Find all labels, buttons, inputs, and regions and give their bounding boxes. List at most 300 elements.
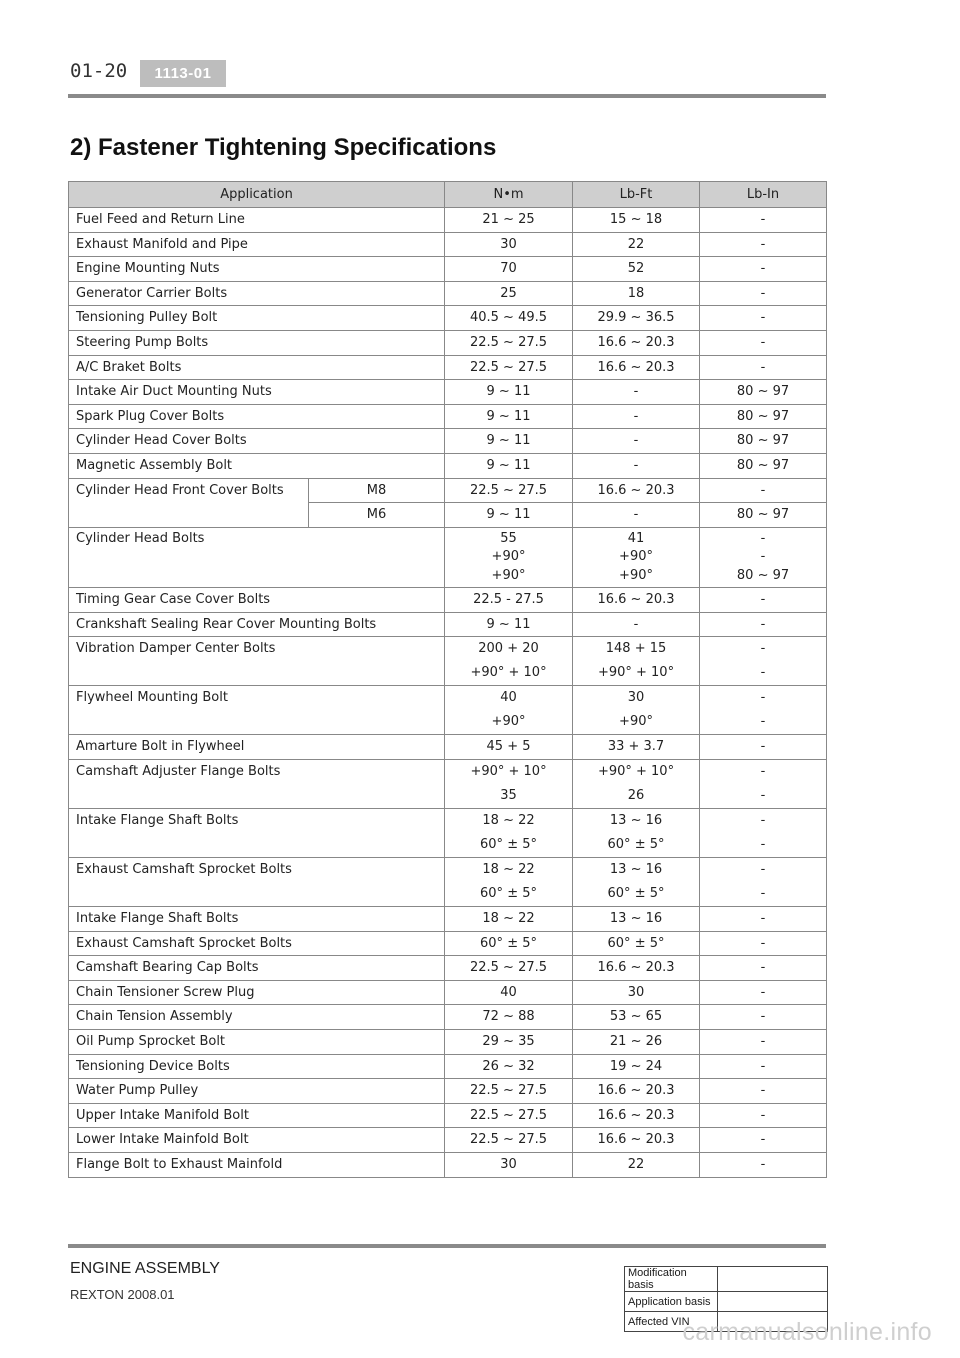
application-cell: Oil Pump Sprocket Bolt [69, 1029, 445, 1054]
cell-line: +90° + 10° [597, 764, 675, 779]
table-row [69, 1152, 827, 1177]
table-row [69, 1005, 827, 1030]
application-basis-value [718, 1292, 828, 1312]
table-cell [445, 1103, 573, 1128]
cell-line: - [760, 212, 766, 227]
cell-line: 9 ~ 11 [486, 457, 531, 473]
page-number: 01-20 [70, 60, 128, 82]
table-cell: 80 ~ 97 [700, 503, 827, 528]
table-row [69, 281, 827, 306]
application-cell: Steering Pump Bolts [69, 330, 445, 355]
table-cell [445, 612, 573, 637]
table-cell [445, 429, 573, 454]
application-cell: Fuel Feed and Return Line [69, 208, 445, 233]
cell-line: - [760, 592, 766, 608]
table-cell [445, 980, 573, 1005]
table-body [69, 208, 827, 1178]
cell-line: 18 ~ 22 [482, 911, 535, 926]
cell-line: 30 [627, 984, 645, 1000]
table-cell [573, 1079, 700, 1104]
cell-line: 13 ~ 16 [609, 911, 663, 926]
cell-line: +90° + 10° [470, 665, 547, 681]
application-basis-label: Application basis [625, 1292, 718, 1312]
application-cell: Cylinder Head Front Cover Bolts [69, 478, 309, 527]
table-row [69, 330, 827, 355]
tightening-spec-table [68, 181, 827, 1178]
table-cell [445, 404, 573, 429]
affected-vin-label: Affected VIN [625, 1312, 718, 1332]
cell-line: 200 + 20 [478, 641, 539, 657]
cell-line: - [760, 690, 766, 706]
table-cell [700, 527, 827, 588]
table-cell [700, 1005, 827, 1030]
table-cell [573, 735, 700, 760]
table-row [69, 380, 827, 405]
table-cell [445, 1005, 573, 1030]
table-cell [700, 760, 827, 809]
cell-line: 9 ~ 11 [486, 433, 531, 449]
table-cell [573, 637, 700, 686]
table-cell [700, 1152, 827, 1177]
application-cell: Intake Flange Shaft Bolts [69, 809, 445, 858]
application-cell: Tensioning Pulley Bolt [69, 306, 445, 331]
application-cell: Generator Carrier Bolts [69, 281, 445, 306]
cell-line: +90° [619, 549, 653, 565]
cell-line: 52 [627, 261, 645, 277]
cell-line: 18 ~ 22 [482, 813, 535, 828]
cell-line: +90° [491, 714, 526, 730]
application-cell: Flange Bolt to Exhaust Mainfold [69, 1152, 445, 1177]
cell-line: 40.5 ~ 49.5 [469, 310, 548, 326]
table-cell [700, 1103, 827, 1128]
cell-line: 33 + 3.7 [607, 739, 665, 755]
table-cell [445, 1152, 573, 1177]
table-row [69, 1029, 827, 1054]
cell-line: - [760, 261, 766, 277]
application-cell: Exhaust Camshaft Sprocket Bolts [69, 858, 445, 907]
cell-line: 60° ± 5° [607, 935, 665, 951]
table-cell [445, 453, 573, 478]
cell-line: 13 ~ 16 [609, 862, 663, 877]
table-cell [700, 931, 827, 956]
table-cell [573, 1005, 700, 1030]
table-cell [573, 760, 700, 809]
application-cell: Exhaust Manifold and Pipe [69, 232, 445, 257]
table-cell [573, 588, 700, 613]
table-cell [573, 809, 700, 858]
table-row [69, 735, 827, 760]
table-cell: - [700, 478, 827, 503]
application-cell: Water Pump Pulley [69, 1079, 445, 1104]
cell-line: +90° [619, 714, 653, 730]
cell-line: 22.5 ~ 27.5 [469, 1107, 548, 1123]
table-cell [573, 453, 700, 478]
cell-line: - [633, 616, 639, 632]
cell-line: - [633, 408, 639, 424]
table-cell [573, 527, 700, 588]
table-cell [700, 1128, 827, 1153]
table-cell [700, 306, 827, 331]
application-cell: Intake Air Duct Mounting Nuts [69, 380, 445, 405]
table-cell [573, 380, 700, 405]
application-cell: Camshaft Adjuster Flange Bolts [69, 760, 445, 809]
table-cell [445, 232, 573, 257]
table-row [69, 429, 827, 454]
cell-line: 16.6 ~ 20.3 [597, 1083, 675, 1099]
table-cell [700, 588, 827, 613]
table-cell: 9 ~ 11 [445, 503, 573, 528]
cell-line: 22.5 ~ 27.5 [469, 1132, 548, 1148]
col-header-nm: N•m [445, 182, 573, 208]
application-cell: Lower Intake Mainfold Bolt [69, 1128, 445, 1153]
table-cell [573, 907, 700, 932]
cell-line: - [760, 359, 766, 375]
table-cell [573, 1029, 700, 1054]
cell-line: 22.5 ~ 27.5 [469, 334, 548, 350]
table-row [69, 404, 827, 429]
cell-line: - [760, 1058, 766, 1074]
table-row [69, 1079, 827, 1104]
footer-subtitle: REXTON 2008.01 [70, 1287, 175, 1302]
cell-line: - [760, 960, 766, 976]
cell-line: 16.6 ~ 20.3 [597, 592, 675, 608]
table-cell [573, 1054, 700, 1079]
table-cell [573, 330, 700, 355]
table-cell [573, 1128, 700, 1153]
application-cell: Intake Flange Shaft Bolts [69, 907, 445, 932]
page-title: 2) Fastener Tightening Specifications [70, 134, 497, 161]
modification-row [625, 1292, 828, 1312]
cell-line: 30 [500, 1156, 517, 1172]
cell-line: 60° ± 5° [607, 837, 665, 852]
table-cell [573, 429, 700, 454]
cell-line: 148 + 15 [605, 641, 667, 657]
table-cell [445, 588, 573, 613]
table-cell [700, 809, 827, 858]
cell-line: 72 ~ 88 [482, 1009, 535, 1025]
table-cell [573, 980, 700, 1005]
application-cell: Tensioning Device Bolts [69, 1054, 445, 1079]
table-cell [700, 208, 827, 233]
table-cell [445, 330, 573, 355]
application-cell: Flywheel Mounting Bolt [69, 686, 445, 735]
cell-line: - [760, 886, 766, 901]
cell-line: 60° ± 5° [607, 886, 665, 901]
table-cell [700, 907, 827, 932]
table-cell [445, 735, 573, 760]
table-cell [573, 404, 700, 429]
cell-line: - [760, 530, 766, 546]
cell-line: - [633, 457, 639, 473]
table-cell [700, 612, 827, 637]
cell-line: - [760, 862, 766, 877]
cell-line: - [760, 665, 766, 681]
cell-line: - [633, 384, 639, 400]
application-cell: Magnetic Assembly Bolt [69, 453, 445, 478]
application-cell: Camshaft Bearing Cap Bolts [69, 956, 445, 981]
cell-line: 21 ~ 26 [609, 1033, 663, 1049]
cell-line: - [760, 310, 766, 326]
cell-line: 80 ~ 97 [736, 408, 790, 424]
cell-line: 70 [500, 261, 517, 277]
table-cell [445, 281, 573, 306]
cell-line: 16.6 ~ 20.3 [597, 1107, 675, 1123]
cell-line: 45 + 5 [486, 739, 531, 755]
table-cell [700, 980, 827, 1005]
cell-line: 19 ~ 24 [609, 1058, 663, 1074]
table-row [69, 1128, 827, 1153]
table-cell [445, 527, 573, 588]
application-cell: Amarture Bolt in Flywheel [69, 735, 445, 760]
table-cell [700, 330, 827, 355]
table-cell [700, 257, 827, 282]
table-cell [445, 760, 573, 809]
application-cell: Engine Mounting Nuts [69, 257, 445, 282]
table-cell [445, 208, 573, 233]
table-cell [573, 281, 700, 306]
table-cell [445, 956, 573, 981]
cell-line: - [760, 616, 766, 632]
table-row [69, 527, 827, 588]
table-row [69, 1103, 827, 1128]
table-row [69, 257, 827, 282]
table-cell [445, 306, 573, 331]
table-row [69, 355, 827, 380]
modification-row [625, 1267, 828, 1292]
cell-line: 22.5 ~ 27.5 [469, 359, 548, 375]
table-cell [700, 637, 827, 686]
cell-line: 21 ~ 25 [482, 212, 535, 227]
table-cell [700, 453, 827, 478]
cell-line: - [760, 1132, 766, 1148]
cell-line: - [760, 1083, 766, 1099]
cell-line: 35 [500, 788, 517, 803]
cell-line: 80 ~ 97 [736, 384, 790, 400]
cell-line: - [760, 911, 766, 926]
cell-line: 26 ~ 32 [482, 1058, 535, 1074]
table-row [69, 612, 827, 637]
table-cell [573, 686, 700, 735]
table-cell [573, 931, 700, 956]
table-row [69, 1054, 827, 1079]
application-cell: Vibration Damper Center Bolts [69, 637, 445, 686]
cell-line: - [760, 935, 766, 951]
cell-line: +90° + 10° [597, 665, 675, 681]
cell-line: +90° + 10° [470, 764, 547, 779]
table-cell [445, 355, 573, 380]
cell-line: 29 ~ 35 [482, 1033, 535, 1049]
cell-line: 9 ~ 11 [486, 408, 531, 424]
table-cell [700, 404, 827, 429]
cell-line: 29.9 ~ 36.5 [597, 310, 675, 326]
table-cell [445, 257, 573, 282]
table-cell [573, 858, 700, 907]
cell-line: 40 [500, 984, 517, 1000]
cell-line: 41 [627, 530, 645, 546]
table-cell [573, 306, 700, 331]
col-header-application: Application [69, 182, 445, 208]
footer-title: ENGINE ASSEMBLY [70, 1260, 220, 1277]
table-row [69, 956, 827, 981]
col-header-lbft: Lb-Ft [573, 182, 700, 208]
modification-basis-label: Modification basis [625, 1267, 718, 1292]
table-cell [573, 612, 700, 637]
cell-line: 30 [500, 236, 517, 252]
cell-line: 25 [500, 285, 517, 301]
cell-line: - [760, 285, 766, 301]
table-cell [573, 1152, 700, 1177]
cell-line: 22.5 ~ 27.5 [469, 1083, 548, 1099]
table-row [69, 453, 827, 478]
table-row [69, 931, 827, 956]
header-divider [68, 94, 826, 98]
cell-line: 9 ~ 11 [486, 384, 531, 400]
table-cell [445, 858, 573, 907]
table-row [69, 208, 827, 233]
cell-line: - [760, 549, 766, 565]
table-cell [700, 956, 827, 981]
cell-line: 22 [627, 1156, 645, 1172]
table-cell [445, 931, 573, 956]
cell-line: +90° [491, 549, 526, 565]
cell-line: 40 [500, 690, 517, 706]
table-cell: - [573, 503, 700, 528]
table-header-row [69, 182, 827, 208]
application-cell: Upper Intake Manifold Bolt [69, 1103, 445, 1128]
cell-line: - [760, 641, 766, 657]
table-row [69, 686, 827, 735]
cell-line: - [760, 764, 766, 779]
table-cell [573, 1103, 700, 1128]
table-row [69, 809, 827, 858]
cell-line: - [760, 1156, 766, 1172]
section-code-badge: 1113-01 [140, 60, 226, 87]
cell-line: 60° ± 5° [480, 837, 537, 852]
cell-line: 60° ± 5° [480, 935, 537, 951]
cell-line: 18 [627, 285, 645, 301]
cell-line: 16.6 ~ 20.3 [597, 1132, 675, 1148]
table-row [69, 232, 827, 257]
table-cell [700, 355, 827, 380]
table-row [69, 306, 827, 331]
footer-divider [68, 1244, 826, 1248]
cell-line: 13 ~ 16 [609, 813, 663, 828]
cell-line: 30 [627, 690, 645, 706]
table-cell [445, 380, 573, 405]
cell-line: 22.5 ~ 27.5 [469, 960, 548, 976]
cell-line: - [760, 837, 766, 852]
table-cell [445, 686, 573, 735]
application-cell: Crankshaft Sealing Rear Cover Mounting Bolts [69, 612, 445, 637]
table-cell [700, 380, 827, 405]
cell-line: - [760, 739, 766, 755]
table-cell [573, 232, 700, 257]
table-cell [700, 686, 827, 735]
table-cell [700, 232, 827, 257]
table-row [69, 478, 827, 503]
table-cell [573, 355, 700, 380]
table-cell [700, 281, 827, 306]
application-cell: Cylinder Head Cover Bolts [69, 429, 445, 454]
cell-line: 80 ~ 97 [736, 567, 790, 583]
application-cell: Timing Gear Case Cover Bolts [69, 588, 445, 613]
cell-line: - [760, 714, 766, 730]
cell-line: - [760, 1009, 766, 1025]
table-cell [445, 1079, 573, 1104]
cell-line: 22 [627, 236, 645, 252]
cell-line: 16.6 ~ 20.3 [597, 334, 675, 350]
table-cell [700, 858, 827, 907]
watermark: carmanualsonline.info [682, 1318, 932, 1346]
table-cell [445, 1054, 573, 1079]
cell-line: 53 ~ 65 [609, 1009, 663, 1025]
table-cell [700, 429, 827, 454]
cell-line: 16.6 ~ 20.3 [597, 359, 675, 375]
cell-line: 80 ~ 97 [736, 457, 790, 473]
table-cell [573, 956, 700, 981]
table-cell [573, 208, 700, 233]
table-row [69, 858, 827, 907]
table-cell [445, 1128, 573, 1153]
table-cell [445, 809, 573, 858]
table-row [69, 760, 827, 809]
application-cell: Chain Tension Assembly [69, 1005, 445, 1030]
cell-line: - [760, 813, 766, 828]
modification-basis-value [718, 1267, 828, 1292]
table-row [69, 907, 827, 932]
table-cell [573, 257, 700, 282]
table-row [69, 588, 827, 613]
cell-line: 9 ~ 11 [486, 616, 531, 632]
application-cell: Cylinder Head Bolts [69, 527, 445, 588]
table-cell [700, 1054, 827, 1079]
table-cell: 16.6 ~ 20.3 [573, 478, 700, 503]
cell-line: 15 ~ 18 [609, 212, 663, 227]
cell-line: - [760, 1033, 766, 1049]
table-cell: 22.5 ~ 27.5 [445, 478, 573, 503]
col-header-lbin: Lb-In [700, 182, 827, 208]
table-cell [445, 907, 573, 932]
cell-line: 26 [627, 788, 645, 803]
table-cell [445, 1029, 573, 1054]
application-cell: Spark Plug Cover Bolts [69, 404, 445, 429]
cell-line: - [760, 1107, 766, 1123]
cell-line: 60° ± 5° [480, 886, 537, 901]
table-cell [445, 637, 573, 686]
application-cell: Chain Tensioner Screw Plug [69, 980, 445, 1005]
cell-line: - [633, 433, 639, 449]
application-cell: A/C Braket Bolts [69, 355, 445, 380]
cell-line: 22.5 - 27.5 [473, 592, 544, 608]
cell-line: - [760, 788, 766, 803]
cell-line: 18 ~ 22 [482, 862, 535, 877]
cell-line: - [760, 334, 766, 350]
cell-line: 55 [500, 530, 517, 546]
cell-line: - [760, 236, 766, 252]
cell-line: +90° [491, 567, 526, 583]
cell-line: - [760, 984, 766, 1000]
table-row [69, 980, 827, 1005]
table-cell [700, 1029, 827, 1054]
cell-line: +90° [619, 567, 653, 583]
table-cell [700, 1079, 827, 1104]
application-cell: Exhaust Camshaft Sprocket Bolts [69, 931, 445, 956]
cell-line: 16.6 ~ 20.3 [597, 960, 675, 976]
bolt-size-cell: M8 [309, 478, 445, 503]
table-row [69, 637, 827, 686]
table-cell [700, 735, 827, 760]
bolt-size-cell: M6 [309, 503, 445, 528]
